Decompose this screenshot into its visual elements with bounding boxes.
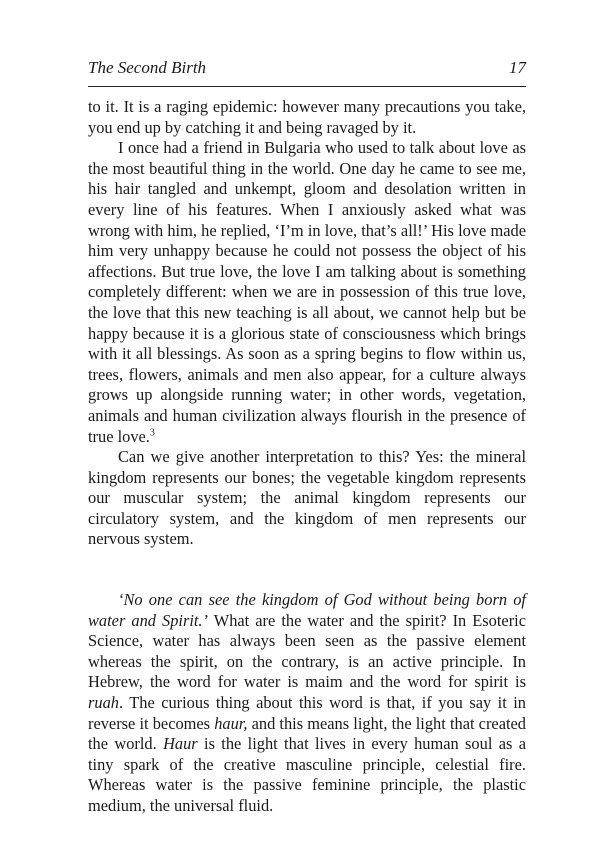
word-ruah: ruah xyxy=(88,693,119,713)
running-head-title: The Second Birth xyxy=(88,58,207,77)
scripture-quote: ‘No one can see the kingdom of God without being born of water and Spirit.’ xyxy=(88,590,526,630)
paragraph-3 xyxy=(88,447,526,550)
page-number: 17 xyxy=(509,58,526,77)
paragraph-3-text: Can we give another interpretation to this? Yes: the mineral kingdom represents our bones; the vegetable kingdom represents our muscular system; the animal kingdom represents our circulatory system, and the kingdom of men represents our nervous system. xyxy=(88,447,526,549)
body-text xyxy=(88,97,526,817)
running-head xyxy=(88,58,526,78)
paragraph-2 xyxy=(88,138,526,447)
book-page xyxy=(88,58,526,817)
paragraph-4-text-c: and this means light, the light that created the world. xyxy=(88,713,526,754)
paragraph-4-text-b: . The curious thing about this word is that, if you say it in reverse it becomes xyxy=(88,693,526,733)
word-haur-2: Haur xyxy=(163,734,198,754)
paragraph-2-text: I once had a friend in Bulgaria who used to talk about love as the most beautiful thing in the world. One day he came to see me, his hair tangled and unkempt, gloom and desolation written in every line of his features. When I anxiously asked what was wrong with him, he replied, ‘I’m in love, that’s all!’ His love made him very unhappy because he could not possess the object of his affections. But true love, the love I am talking about is something completely different: when we are in possession of this true love, the love that this new teaching is all about, we cannot help but be happy because it is a glorious state of consciousness which brings with it all blessings. As soon as a spring begins to flow within us, trees, flowers, animals and men also appear, for a culture always grows up alongside running water; in other words, vegetation, animals and human civilization always flourish in the presence of true love. xyxy=(88,138,526,446)
paragraph-1-text: to it. It is a raging epidemic: however many precautions you take, you end up by catching it and being ravaged by it. xyxy=(88,97,526,137)
paragraph-4-text-d: is the light that lives in every human soul as a tiny spark of the creative masculine principle, celestial fire. Whereas water is the passive feminine principle, the plastic medium, the universal fluid. xyxy=(88,734,526,815)
section-break xyxy=(88,550,526,590)
paragraph-4-text-a: What are the water and the spirit? In Esoteric Science, water has always been seen as the passive element whereas the spirit, on the contrary, is an active principle. In Hebrew, the word for water is maim and the word for spirit is xyxy=(88,610,526,692)
paragraph-4 xyxy=(88,590,526,817)
word-haur: haur, xyxy=(214,713,248,733)
paragraph-1 xyxy=(88,97,526,138)
header-rule xyxy=(88,86,526,87)
footnote-reference: 3 xyxy=(149,427,155,439)
